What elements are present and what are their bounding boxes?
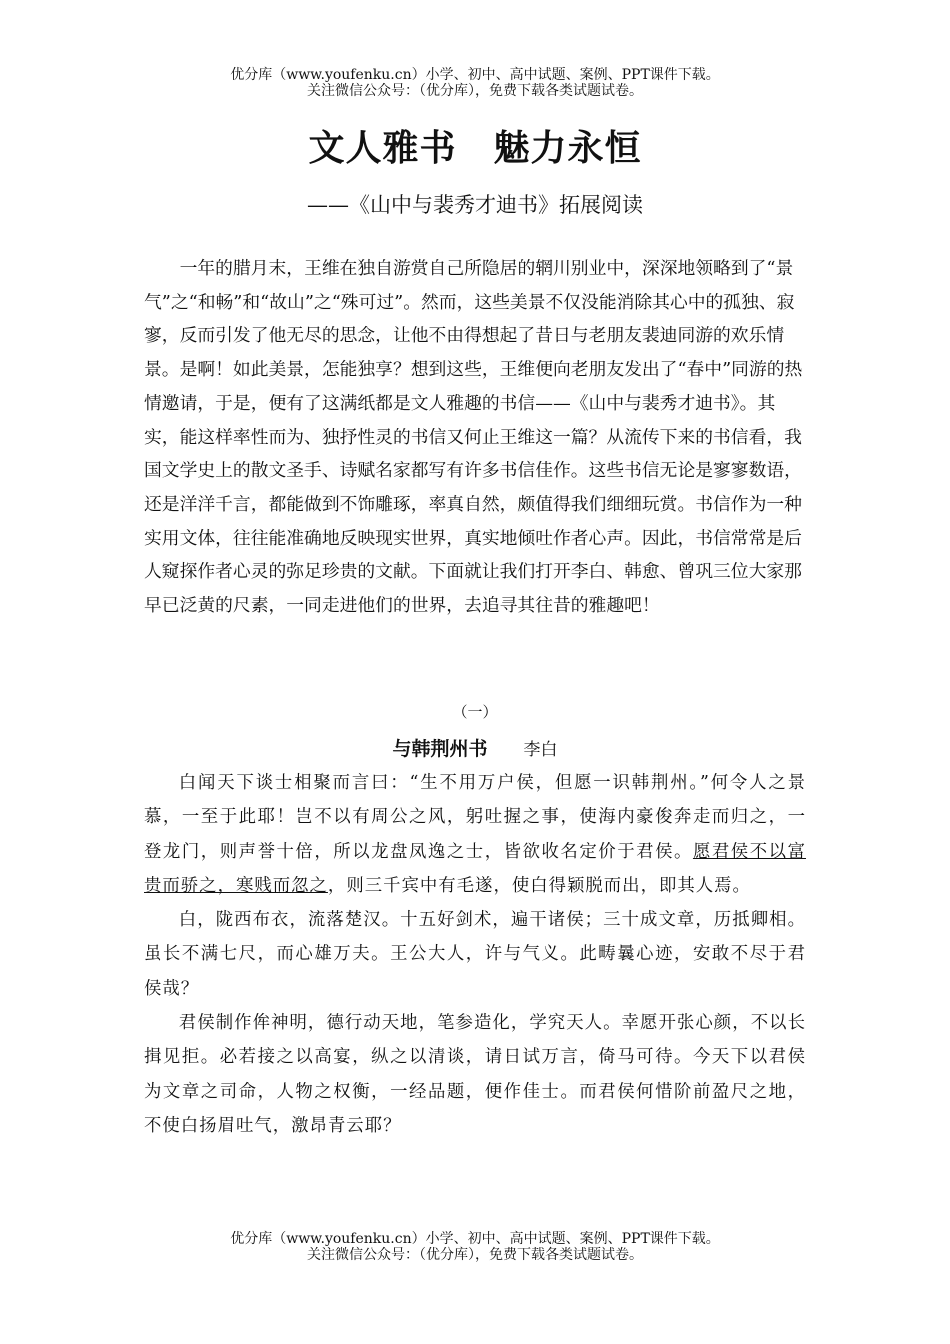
- section-number: （一）: [452, 703, 498, 721]
- letter-paragraph-3: 君侯制作侔神明，德行动天地，笔参造化，学究天人。幸愿开张心颜，不以长揖见拒。必若接之以高宴，纵之以清谈，请日试万言，倚马可待。今天下以君侯为文章之司命，人物之权衡，一经品题，便作佳士。而君侯何惜阶前盈尺之地，不使白扬眉吐气，激昂青云耶？: [144, 1013, 806, 1136]
- letter-body: [144, 766, 806, 1143]
- letter-title: 与韩荆州书: [392, 738, 488, 760]
- letter-paragraph-2: 白，陇西布衣，流落楚汉。十五好剑术，遍干诸侯；三十成文章，历抵卿相。虽长不满七尺，而心雄万夫。王公大人，许与气义。此畴曩心迹，安敢不尽于君侯哉？: [144, 910, 806, 999]
- p1-text-after: ，则三千宾中有毛遂，使白得颖脱而出，即其人焉。: [327, 875, 751, 896]
- header-line-2: 关注微信公众号：（优分库），免费下载各类试题试卷。: [307, 83, 643, 99]
- p1-text-before: 白闻天下谈士相聚而言曰：“生不用万户侯，但愿一识韩荆州。”何令人之景慕，一至于此耶！岂不以有周公之风，躬吐握之事，使海内豪俊奔走而归之，一登龙门，则声誉十倍，所以龙盘凤逸之士，皆欲收名定价于君侯。: [144, 773, 806, 862]
- letter-paragraph-1: [144, 766, 806, 903]
- footer-line-1: 优分库（www.youfenku.cn）小学、初中、高中试题、案例、PPT课件下载。: [230, 1231, 720, 1247]
- p1-underlined-text: 愿君侯不以富贵而骄之，寒贱而忽之: [144, 841, 806, 896]
- intro-paragraph: 一年的腊月末，王维在独自游赏自己所隐居的辋川别业中，深深地领略到了“景气”之“和畅”和“故山”之“殊可过”。然而，这些美景不仅没能消除其心中的孤独、寂寥，反而引发了他无尽的思念，让他不由得想起了昔日与老朋友裴迪同游的欢乐情景。是啊！如此美景，怎能独享？想到这些，王维便向老朋友发出了“春中”同游的热情邀请，于是，便有了这满纸都是文人雅趣的书信——《山中与裴秀才迪书》。其实，能这样率性而为、独抒性灵的书信又何止王维这一篇？从流传下来的书信看，我国文学史上的散文圣手、诗赋名家都写有许多书信佳作。这些书信无论是寥寥数语，还是洋洋千言，都能做到不饰雕琢，率真自然，颇值得我们细细玩赏。书信作为一种实用文体，往往能准确地反映现实世界，真实地倾吐作者心声。因此，书信常常是后人窥探作者心灵的弥足珍贵的文献。下面就让我们打开李白、韩愈、曾巩三位大家那早已泛黄的尺素，一同走进他们的世界，去追寻其往昔的雅趣吧！: [144, 258, 803, 617]
- letter-heading: [0, 734, 950, 765]
- letter-author: 李白: [523, 740, 558, 760]
- page-footer: [0, 1231, 950, 1263]
- page-header: [0, 67, 950, 99]
- header-line-1: 优分库（www.youfenku.cn）小学、初中、高中试题、案例、PPT课件下载。: [230, 67, 720, 83]
- footer-line-2: 关注微信公众号：（优分库），免费下载各类试题试卷。: [307, 1247, 643, 1263]
- page-subtitle: ——《山中与裴秀才迪书》拓展阅读: [307, 193, 643, 217]
- page-title: 文人雅书 魅力永恒: [308, 128, 642, 169]
